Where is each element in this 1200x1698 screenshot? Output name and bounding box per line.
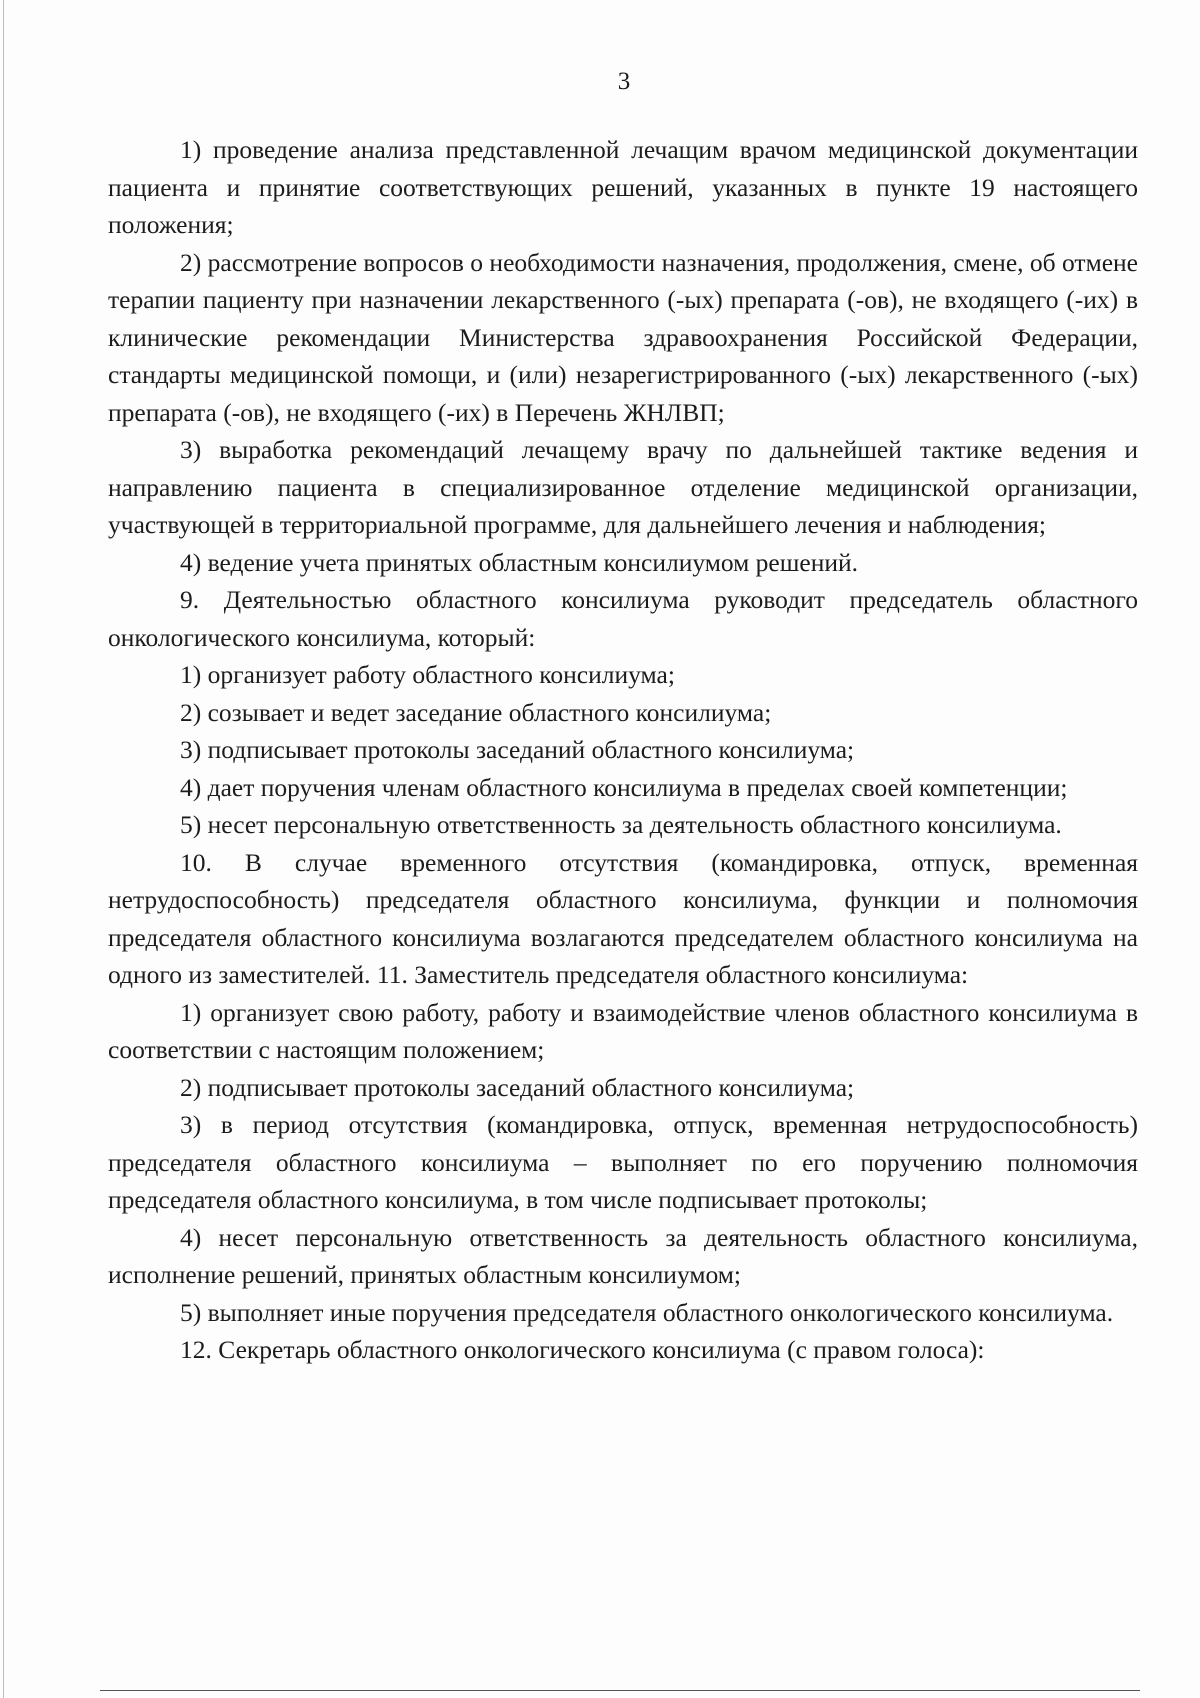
paragraph-8-4: 4) ведение учета принятых областным консилиумом решений. xyxy=(180,547,859,577)
bottom-rule xyxy=(100,1690,1140,1691)
paragraph-9-3: 3) подписывает протоколы заседаний областного консилиума; xyxy=(180,735,855,764)
paragraph-10-11: 10. В случае временного отсутствия (командировка, отпуск, временная нетрудоспособность) председателя областного консилиума, функции и полномочия председателя областного консилиума возлагаются председателем областного консилиума на одного из заместителей. 11. Заместитель председателя областного консилиума: xyxy=(108,847,1138,989)
paragraph-8-2: 2) рассмотрение вопросов о необходимости назначения, продолжения, смене, об отмене терапии пациенту при назначении лекарственного (-ых) препарата (-ов), не входящего (-их) в клинические рекомендации Министерства здравоохранения Российской Федерации, стандарты медицинской помощи, и (или) незарегистрированного (-ых) лекарственного (-ых) препарата (-ов), не входящего (-их) в Перечень ЖНЛВП; xyxy=(108,247,1138,427)
paragraph-9-1: 1) организует работу областного консилиума; xyxy=(180,660,675,689)
paragraph-11-1: 1) организует свою работу, работу и взаимодействие членов областного консилиума в соответствии с настоящим положением; xyxy=(108,997,1138,1064)
paragraph-12: 12. Секретарь областного онкологического консилиума (с правом голоса): xyxy=(180,1335,985,1364)
page-number: 3 xyxy=(617,68,631,95)
paragraph-8-3: 3) выработка рекомендаций лечащему врачу по дальнейшей тактике ведения и направлению пациента в специализированное отделение медицинской организации, участвующей в территориальной программе, для дальнейшего лечения и наблюдения; xyxy=(108,435,1138,539)
paragraph-11-3: 3) в период отсутствия (командировка, отпуск, временная нетрудоспособность) председателя областного консилиума – выполняет по его поручению полномочия председателя областного консилиума, в том числе подписывает протоколы; xyxy=(108,1110,1138,1214)
scan-left-edge xyxy=(3,0,4,1698)
paragraph-9-2: 2) созывает и ведет заседание областного консилиума; xyxy=(180,697,772,727)
paragraph-9-5: 5) несет персональную ответственность за деятельность областного консилиума. xyxy=(180,810,1062,839)
paragraph-11-4: 4) несет персональную ответственность за деятельность областного консилиума, исполнение решений, принятых областным консилиумом; xyxy=(108,1222,1138,1289)
document-body xyxy=(108,131,1138,1369)
paragraph-11-2: 2) подписывает протоколы заседаний областного консилиума; xyxy=(180,1072,855,1102)
paragraph-11-5: 5) выполняет иные поручения председателя областного онкологического консилиума. xyxy=(180,1297,1114,1327)
paragraph-9-4: 4) дает поручения членам областного консилиума в пределах своей компетенции; xyxy=(180,772,1068,802)
paragraph-8-1: 1) проведение анализа представленной лечащим врачом медицинской документации пациента и принятие соответствующих решений, указанных в пункте 19 настоящего положения; xyxy=(108,135,1138,239)
paragraph-9: 9. Деятельностью областного консилиума руководит председатель областного онкологического консилиума, который: xyxy=(108,585,1138,652)
